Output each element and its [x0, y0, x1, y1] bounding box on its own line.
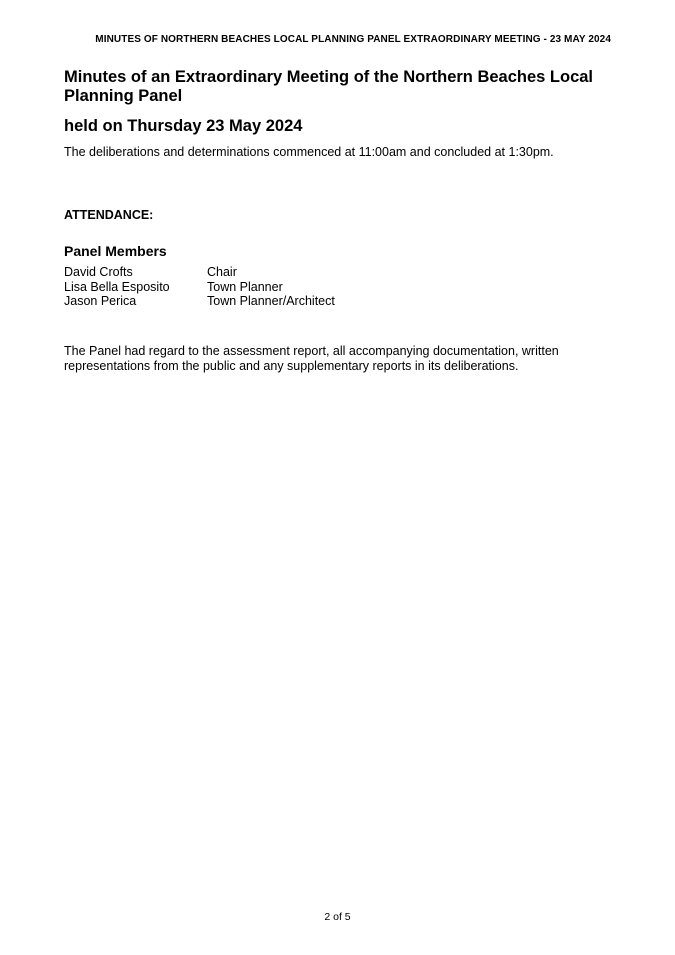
panel-members-list [64, 265, 335, 309]
page-title: Minutes of an Extraordinary Meeting of the Northern Beaches Local Planning Panel [64, 68, 594, 105]
member-role: Town Planner/Architect [207, 294, 335, 308]
member-row [64, 294, 335, 309]
meeting-date-heading: held on Thursday 23 May 2024 [64, 117, 303, 135]
closing-paragraph: The Panel had regard to the assessment report, all accompanying documentation, written representations from the public and any supplementary reports in its deliberations. [64, 344, 559, 373]
member-name: Lisa Bella Esposito [64, 279, 170, 294]
member-row [64, 280, 335, 295]
page-number: 2 of 5 [324, 911, 351, 923]
running-header: MINUTES OF NORTHERN BEACHES LOCAL PLANNING PANEL EXTRAORDINARY MEETING - 23 MAY 2024 [95, 34, 611, 45]
member-name: Jason Perica [64, 294, 137, 308]
panel-members-heading: Panel Members [64, 243, 167, 259]
member-role: Town Planner [207, 279, 283, 294]
member-row [64, 265, 335, 280]
intro-paragraph: The deliberations and determinations commenced at 11:00am and concluded at 1:30pm. [64, 145, 554, 159]
attendance-heading: ATTENDANCE: [64, 208, 154, 222]
member-name: David Crofts [64, 265, 133, 279]
member-role: Chair [207, 265, 237, 279]
